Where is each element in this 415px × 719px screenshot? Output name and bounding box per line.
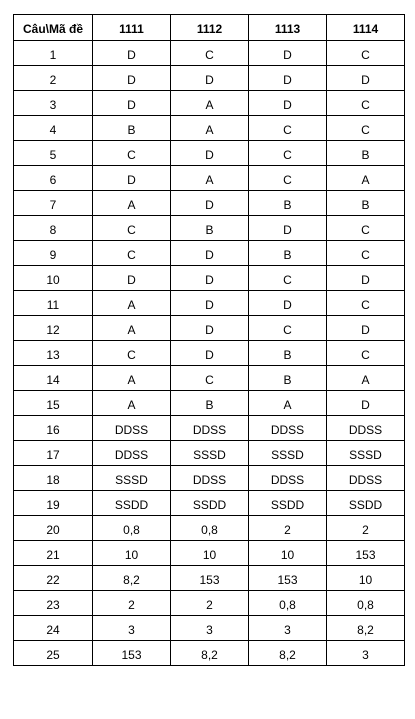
answer-cell: 8,2: [327, 616, 405, 641]
table-body: [14, 41, 405, 666]
table-row: [14, 491, 405, 516]
answer-cell: C: [249, 316, 327, 341]
answer-cell: 0,8: [171, 516, 249, 541]
answer-cell: D: [249, 91, 327, 116]
answer-cell: D: [327, 316, 405, 341]
answer-cell: DDSS: [93, 416, 171, 441]
answer-cell: 2: [93, 591, 171, 616]
answer-cell: SSSD: [249, 441, 327, 466]
answer-cell: C: [327, 91, 405, 116]
table-row: [14, 116, 405, 141]
answer-cell: 153: [171, 566, 249, 591]
answer-cell: D: [171, 191, 249, 216]
question-number-cell: 15: [14, 391, 93, 416]
question-number-cell: 5: [14, 141, 93, 166]
answer-cell: A: [93, 291, 171, 316]
answer-cell: D: [171, 341, 249, 366]
answer-cell: A: [171, 91, 249, 116]
table-row: [14, 266, 405, 291]
question-number-cell: 17: [14, 441, 93, 466]
header-exam-code-1112: 1112: [171, 15, 249, 41]
table-row: [14, 566, 405, 591]
question-number-cell: 20: [14, 516, 93, 541]
answer-cell: 0,8: [327, 591, 405, 616]
table-row: [14, 141, 405, 166]
answer-cell: D: [93, 66, 171, 91]
answer-cell: DDSS: [327, 416, 405, 441]
answer-cell: A: [171, 166, 249, 191]
question-number-cell: 2: [14, 66, 93, 91]
question-number-cell: 9: [14, 241, 93, 266]
answer-cell: A: [171, 116, 249, 141]
answer-cell: D: [93, 266, 171, 291]
answer-cell: DDSS: [249, 466, 327, 491]
answer-cell: SSSD: [171, 441, 249, 466]
table-row: [14, 466, 405, 491]
answer-cell: A: [249, 391, 327, 416]
answer-cell: C: [249, 116, 327, 141]
table-row: [14, 191, 405, 216]
table-row: [14, 91, 405, 116]
answer-cell: DDSS: [93, 441, 171, 466]
answer-cell: 8,2: [249, 641, 327, 666]
header-exam-code-1114: 1114: [327, 15, 405, 41]
answer-cell: B: [171, 216, 249, 241]
answer-cell: 8,2: [171, 641, 249, 666]
answer-cell: 3: [171, 616, 249, 641]
table-row: [14, 641, 405, 666]
answer-cell: SSDD: [249, 491, 327, 516]
answer-cell: 0,8: [93, 516, 171, 541]
answer-cell: C: [93, 341, 171, 366]
answer-cell: C: [93, 241, 171, 266]
answer-cell: 10: [327, 566, 405, 591]
answer-cell: A: [327, 366, 405, 391]
question-number-cell: 4: [14, 116, 93, 141]
table-row: [14, 41, 405, 66]
answer-cell: A: [93, 391, 171, 416]
answer-cell: SSSD: [93, 466, 171, 491]
answer-cell: B: [327, 141, 405, 166]
question-number-cell: 3: [14, 91, 93, 116]
answer-cell: 3: [93, 616, 171, 641]
table-row: [14, 516, 405, 541]
answer-cell: 153: [327, 541, 405, 566]
question-number-cell: 8: [14, 216, 93, 241]
question-number-cell: 19: [14, 491, 93, 516]
question-number-cell: 10: [14, 266, 93, 291]
answer-cell: 10: [249, 541, 327, 566]
answer-cell: 0,8: [249, 591, 327, 616]
table-row: [14, 391, 405, 416]
answer-cell: C: [327, 41, 405, 66]
table-row: [14, 66, 405, 91]
answer-cell: D: [327, 266, 405, 291]
answer-cell: C: [249, 166, 327, 191]
answer-key-sheet: [13, 14, 404, 666]
table-row: [14, 416, 405, 441]
answer-cell: D: [171, 141, 249, 166]
question-number-cell: 25: [14, 641, 93, 666]
table-row: [14, 591, 405, 616]
answer-cell: D: [171, 66, 249, 91]
answer-cell: A: [93, 366, 171, 391]
question-number-cell: 6: [14, 166, 93, 191]
answer-cell: 153: [249, 566, 327, 591]
header-question-code: Câu\Mã đề: [14, 15, 93, 41]
table-row: [14, 216, 405, 241]
table-row: [14, 341, 405, 366]
question-number-cell: 23: [14, 591, 93, 616]
header-exam-code-1111: 1111: [93, 15, 171, 41]
answer-cell: 3: [327, 641, 405, 666]
answer-cell: A: [93, 191, 171, 216]
answer-cell: D: [327, 391, 405, 416]
answer-cell: A: [327, 166, 405, 191]
answer-cell: D: [327, 66, 405, 91]
question-number-cell: 14: [14, 366, 93, 391]
answer-key-table: [13, 14, 405, 666]
answer-cell: C: [93, 216, 171, 241]
answer-cell: B: [249, 341, 327, 366]
answer-cell: C: [327, 116, 405, 141]
answer-cell: 8,2: [93, 566, 171, 591]
answer-cell: D: [249, 216, 327, 241]
answer-cell: C: [249, 266, 327, 291]
table-row: [14, 291, 405, 316]
answer-cell: C: [327, 241, 405, 266]
question-number-cell: 7: [14, 191, 93, 216]
question-number-cell: 1: [14, 41, 93, 66]
answer-cell: B: [171, 391, 249, 416]
answer-cell: 3: [249, 616, 327, 641]
answer-cell: B: [249, 241, 327, 266]
answer-cell: C: [171, 366, 249, 391]
question-number-cell: 18: [14, 466, 93, 491]
answer-cell: 2: [249, 516, 327, 541]
table-row: [14, 366, 405, 391]
answer-cell: 2: [327, 516, 405, 541]
answer-cell: D: [249, 66, 327, 91]
table-row: [14, 241, 405, 266]
answer-cell: DDSS: [171, 416, 249, 441]
question-number-cell: 24: [14, 616, 93, 641]
answer-cell: B: [327, 191, 405, 216]
answer-cell: D: [171, 266, 249, 291]
answer-cell: 153: [93, 641, 171, 666]
answer-cell: D: [93, 41, 171, 66]
answer-cell: SSDD: [327, 491, 405, 516]
answer-cell: C: [171, 41, 249, 66]
table-row: [14, 316, 405, 341]
header-exam-code-1113: 1113: [249, 15, 327, 41]
answer-cell: SSSD: [327, 441, 405, 466]
answer-cell: B: [249, 191, 327, 216]
question-number-cell: 12: [14, 316, 93, 341]
question-number-cell: 21: [14, 541, 93, 566]
answer-cell: DDSS: [171, 466, 249, 491]
answer-cell: D: [171, 316, 249, 341]
table-header: [14, 15, 405, 41]
answer-cell: SSDD: [93, 491, 171, 516]
answer-cell: D: [249, 41, 327, 66]
question-number-cell: 22: [14, 566, 93, 591]
answer-cell: DDSS: [327, 466, 405, 491]
answer-cell: C: [327, 291, 405, 316]
table-row: [14, 441, 405, 466]
question-number-cell: 13: [14, 341, 93, 366]
table-row: [14, 616, 405, 641]
answer-cell: C: [327, 216, 405, 241]
question-number-cell: 16: [14, 416, 93, 441]
header-row: [14, 15, 405, 41]
answer-cell: C: [249, 141, 327, 166]
answer-cell: SSDD: [171, 491, 249, 516]
table-row: [14, 541, 405, 566]
answer-cell: DDSS: [249, 416, 327, 441]
answer-cell: 2: [171, 591, 249, 616]
answer-cell: D: [171, 291, 249, 316]
table-row: [14, 166, 405, 191]
question-number-cell: 11: [14, 291, 93, 316]
answer-cell: B: [93, 116, 171, 141]
answer-cell: D: [171, 241, 249, 266]
answer-cell: A: [93, 316, 171, 341]
answer-cell: D: [93, 91, 171, 116]
answer-cell: B: [249, 366, 327, 391]
answer-cell: D: [249, 291, 327, 316]
answer-cell: 10: [171, 541, 249, 566]
answer-cell: C: [93, 141, 171, 166]
answer-cell: C: [327, 341, 405, 366]
answer-cell: 10: [93, 541, 171, 566]
answer-cell: D: [93, 166, 171, 191]
